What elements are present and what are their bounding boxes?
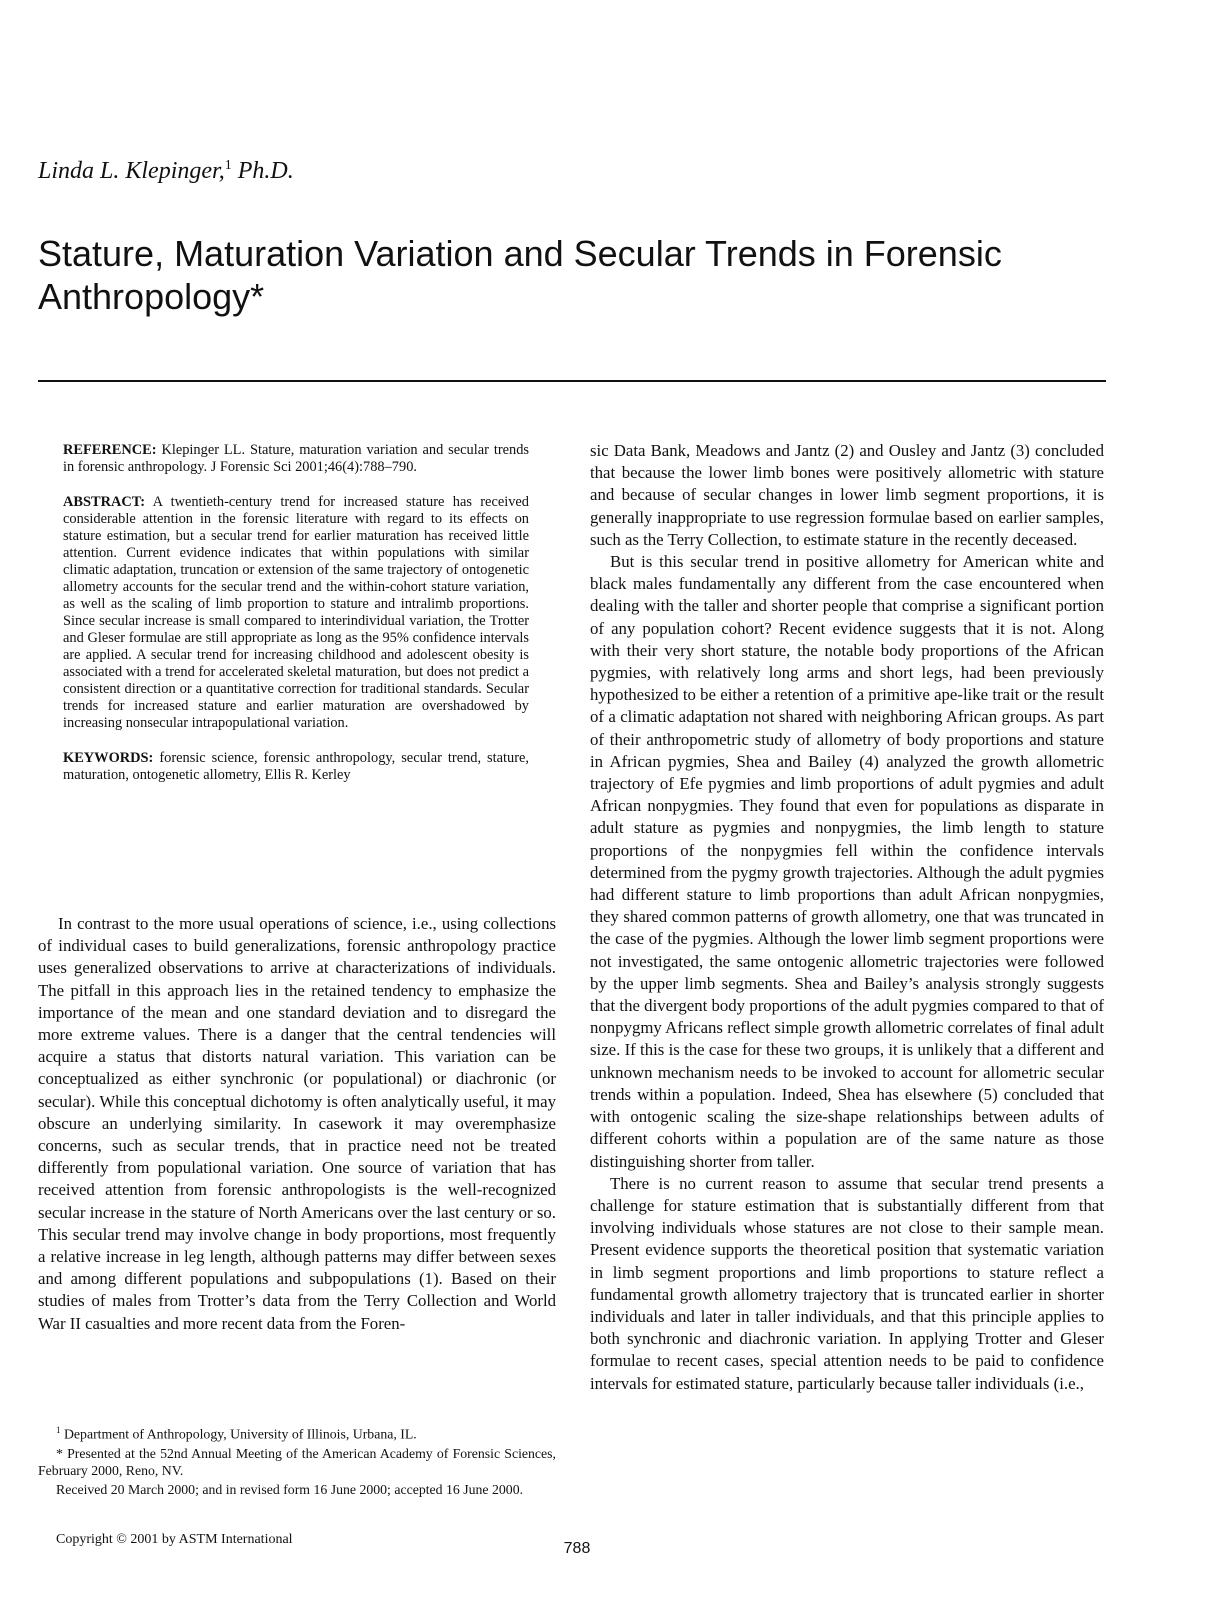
page-number: 788 <box>563 1540 591 1557</box>
footnotes <box>38 1422 556 1500</box>
author-degree: Ph.D. <box>237 158 294 184</box>
body-paragraph-continuation: sic Data Bank, Meadows and Jantz (2) and Ousley and Jantz (3) concluded that because the lower limb bones were positively allometric with stature and because of secular changes in lower limb segment proportions, it is generally inappropriate to use regression formulae based on earlier samples, such as the Terry Collection, to estimate stature in the recently deceased. <box>590 441 1104 549</box>
reference-label: REFERENCE: <box>63 442 157 458</box>
body-paragraph-2: But is this secular trend in positive allometry for American white and black males fundamentally any different from the case encountered when dealing with the taller and shorter people that comprise a significant portion of any population cohort? Recent evidence suggests that it is not. Along with their very short stature, the notable body proportions of the African pygmies, with relatively long arms and short legs, had been previously hypothesized to be either a retention of a primitive ape-like trait or the result of a climatic adaptation not shared with neighboring African groups. As part of their anthropometric study of allometry of body proportions and stature in African pygmies, Shea and Bailey (4) analyzed the growth allometric trajectory of Efe pygmies and limb proportions of adult pygmies and adult African nonpygmies. They found that even for populations as disparate in adult stature as pygmies and nonpygmies, the limb length to stature proportions of the nonpygmies fell within the confidence intervals determined from the pygmy growth trajectories. Although the adult pygmies had different stature to limb proportions than adult African nonpygmies, they shared common patterns of growth allometry, one that was truncated in the case of the pygmies. Although the lower limb segment proportions were not investigated, the same ontogenic allometric trajectories were followed by the upper limb segments. Shea and Bailey’s analysis strongly suggests that the divergent body proportions of the adult pygmies compared to that of nonpygmy Africans reflect simple growth allometric correlates of final adult size. If this is the case for these two groups, it is unlikely that a different and unknown mechanism needs to be invoked to account for allometric secular trends within a population. Indeed, Shea has elsewhere (5) concluded that with ontogenic scaling the size-shape relationships between adults of different cohorts within a population are of the same nature as those distinguishing shorter from taller. <box>590 552 1104 1171</box>
copyright-notice: Copyright © 2001 by ASTM International <box>56 1532 293 1547</box>
reference-text: Klepinger LL. Stature, maturation variation and secular trends in forensic anthropology. J Forensic Sci 2001;46(4):788–790. <box>63 442 529 475</box>
author-name: Linda L. Klepinger, <box>38 158 225 184</box>
footnote-mark: 1 <box>56 1425 61 1435</box>
abstract-text: A twentieth-century trend for increased stature has received considerable attention in the forensic literature with regard to its effects on stature estimation, but a secular trend for earlier maturation has received little attention. Current evidence indicates that within populations with similar climatic adaptation, truncation or extension of the same trajectory of ontogenetic allometry accounts for the secular trend and the within-cohort stature variation, as well as the scaling of limb proportion to stature and intralimb proportions. Since secular increase is small compared to interindividual variation, the Trotter and Gleser formulae are still appropriate as long as the 95% confidence intervals are applied. A secular trend for increasing childhood and adolescent obesity is associated with a trend for accelerated skeletal maturation, but does not predict a consistent direction or a quantitative correction for traditional standards. Secular trends for increased stature and earlier maturation are overshadowed by increasing nonsecular intrapopulational variation. <box>63 494 529 731</box>
author-line <box>38 158 294 185</box>
body-paragraph-3: There is no current reason to assume that secular trend presents a challenge for stature estimation that is substantially different from that involving individuals whose statures are not close to their sample mean. Present evidence supports the theoretical position that systematic variation in limb segment proportions and limb proportions to stature reflect a fundamental growth allometry trajectory that is truncated earlier in shorter individuals and later in taller individuals, and that this principle applies to both synchronic and diachronic variation. In applying Trotter and Gleser formulae to recent cases, special attention needs to be paid to confidence intervals for estimated stature, particularly because taller individuals (i.e., <box>590 1173 1104 1393</box>
abstract-label: ABSTRACT: <box>63 494 146 510</box>
reference-paragraph <box>63 442 529 476</box>
footnote-affiliation <box>38 1422 556 1443</box>
author-affiliation-mark: 1 <box>224 158 232 173</box>
footnote-presented: * Presented at the 52nd Annual Meeting of the American Academy of Forensic Sciences, February 2000, Reno, NV. <box>38 1445 556 1478</box>
body-column-left <box>38 913 556 1335</box>
abstract-block <box>63 442 529 802</box>
footnote-affiliation-text: Department of Anthropology, University of Illinois, Urbana, IL. <box>63 1426 417 1442</box>
abstract-paragraph <box>63 494 529 732</box>
header-divider <box>38 380 1106 382</box>
keywords-text: forensic science, forensic anthropology, secular trend, stature, maturation, ontogenetic allometry, Ellis R. Kerley <box>63 750 529 783</box>
body-column-right <box>590 440 1104 1395</box>
keywords-label: KEYWORDS: <box>63 750 154 766</box>
body-paragraph-1: In contrast to the more usual operations of science, i.e., using collections of individual cases to build generalizations, forensic anthropology practice uses generalized observations to arrive at characterizations of individuals. The pitfall in this approach lies in the retained tendency to emphasize the importance of the mean and one standard deviation and to disregard the more extreme values. There is a danger that the central tendencies will acquire a status that distorts natural variation. This variation can be conceptualized as either synchronic (or populational) or diachronic (or secular). While this conceptual dichotomy is often analytically useful, it may obscure an underlying similarity. In casework it may overemphasize concerns, such as secular trends, that in practice need not be treated differently from populational variation. One source of variation that has received attention from forensic anthropologists is the well-recognized secular increase in the stature of North Americans over the last century or so. This secular trend may involve change in body proportions, most frequently a relative increase in leg length, although patterns may differ between sexes and among different populations and subpopulations (1). Based on their studies of males from Trotter’s data from the Terry Collection and World War II casualties and more recent data from the Foren- <box>38 914 556 1333</box>
keywords-paragraph <box>63 750 529 784</box>
article-title: Stature, Maturation Variation and Secular Trends in Forensic Anthropology* <box>38 233 1002 317</box>
footnote-received: Received 20 March 2000; and in revised form 16 June 2000; accepted 16 June 2000. <box>56 1481 524 1497</box>
